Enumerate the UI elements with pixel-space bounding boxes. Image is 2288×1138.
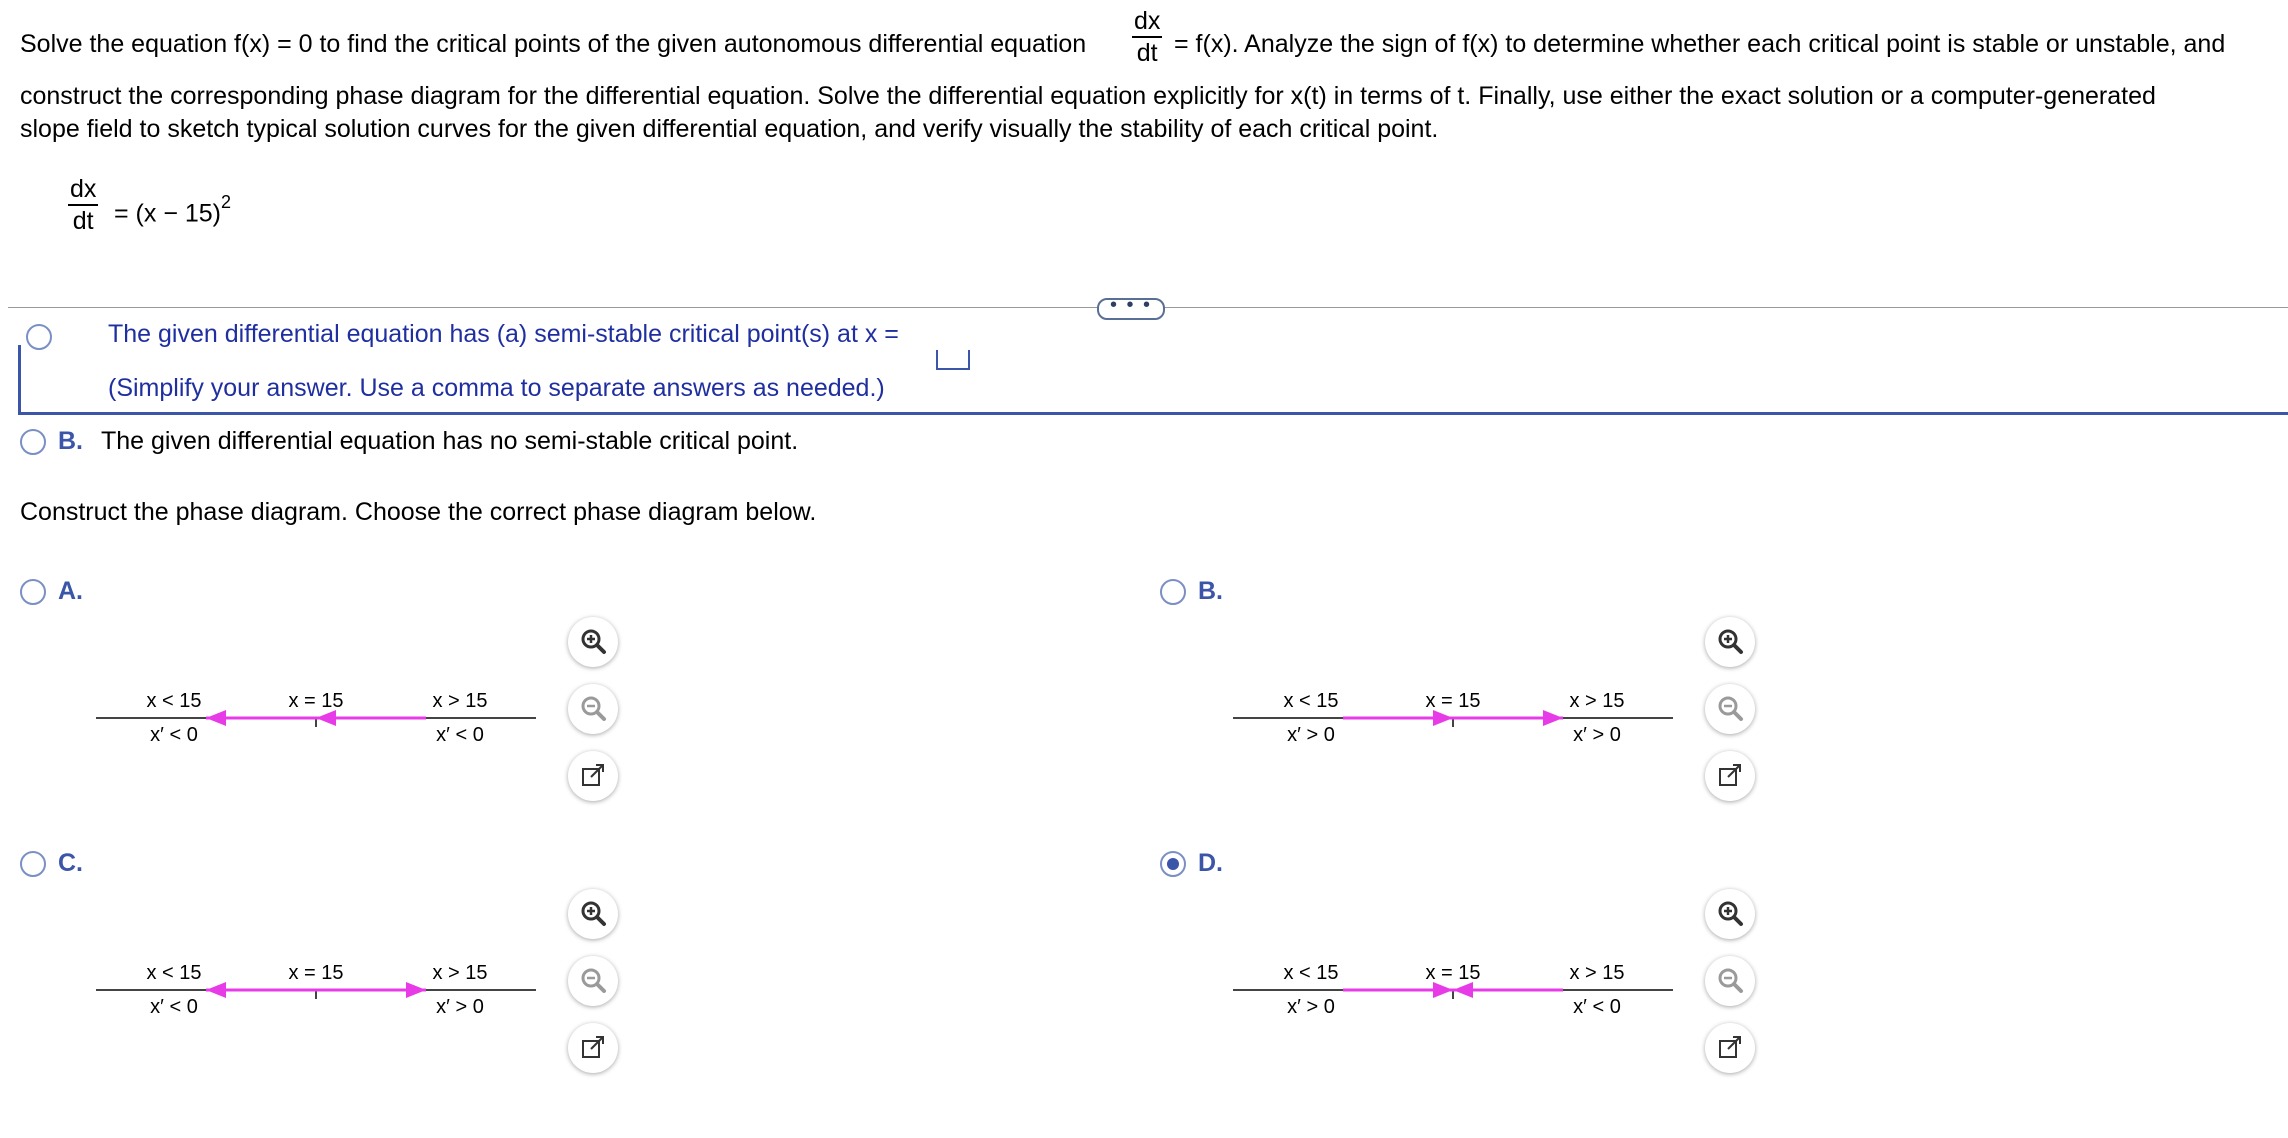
answer-frame-left	[18, 345, 21, 415]
option-a-zoom-in-button[interactable]	[568, 617, 618, 667]
phase-option-c[interactable]	[20, 849, 83, 878]
semistable-option-b-radio[interactable]	[20, 429, 46, 455]
phase-label-left-top: x < 15	[146, 962, 202, 984]
equation-rhs-text: = (x − 15)	[114, 199, 221, 228]
phase-label-right-bot: x′ < 0	[1573, 996, 1621, 1018]
zoom-in-icon	[579, 900, 607, 928]
phase-label-left-bot: x′ < 0	[150, 996, 198, 1018]
zoom-in-icon	[579, 628, 607, 656]
zoom-in-icon	[1716, 628, 1744, 656]
phase-option-c-letter: C.	[58, 849, 83, 877]
phase-label-left-bot: x′ < 0	[150, 724, 198, 746]
phase-diagram-d	[1233, 960, 1693, 1050]
question-line1-pre: Solve the equation f(x) = 0 to find the critical points of the given autonomous differential equation	[20, 30, 1087, 58]
phase-label-right-top: x > 15	[432, 690, 488, 712]
phase-label-mid: x = 15	[1425, 690, 1481, 712]
popout-icon	[579, 1034, 607, 1062]
phase-label-right-top: x > 15	[1569, 690, 1625, 712]
equation-fraction	[68, 174, 98, 236]
phase-option-b[interactable]	[1160, 577, 1223, 606]
answer-hint: (Simplify your answer. Use a comma to separate answers as needed.)	[108, 374, 885, 402]
phase-option-b-letter: B.	[1198, 577, 1223, 605]
phase-option-a[interactable]	[20, 577, 83, 606]
option-a-zoom-out-button[interactable]	[568, 684, 618, 734]
option-a-popout-button[interactable]	[568, 751, 618, 801]
phase-label-right-bot: x′ < 0	[436, 724, 484, 746]
phase-label-right-bot: x′ > 0	[436, 996, 484, 1018]
phase-label-left-top: x < 15	[1283, 962, 1339, 984]
option-d-popout-button[interactable]	[1705, 1023, 1755, 1073]
zoom-out-icon	[1716, 967, 1744, 995]
option-b-popout-button[interactable]	[1705, 751, 1755, 801]
phase-diagram-a	[96, 688, 556, 778]
question-line1-post: = f(x). Analyze the sign of f(x) to determine whether each critical point is stable or unstable, and	[1174, 30, 2226, 58]
phase-label-left-top: x < 15	[146, 690, 202, 712]
phase-option-d[interactable]	[1160, 849, 1223, 878]
phase-option-a-radio[interactable]	[20, 579, 46, 605]
left-arrow-head	[206, 710, 226, 726]
semistable-option-b-letter: B.	[58, 427, 83, 455]
fraction-numerator: dx	[1132, 6, 1162, 38]
semistable-option-b-text: The given differential equation has no semi-stable critical point.	[101, 427, 799, 455]
semistable-cut-line	[108, 320, 899, 356]
phase-label-right-top: x > 15	[1569, 962, 1625, 984]
phase-label-left-top: x < 15	[1283, 690, 1339, 712]
zoom-out-icon	[1716, 695, 1744, 723]
popout-icon	[1716, 762, 1744, 790]
phase-option-c-radio[interactable]	[20, 851, 46, 877]
equation-exponent: 2	[221, 192, 232, 212]
question-line2: construct the corresponding phase diagram for the differential equation. Solve the differential equation explicitly for x(t) in terms of t. Finally, use either the exact solution or a computer-generated	[20, 82, 2156, 110]
question-fraction	[1132, 6, 1162, 68]
left-arrow-head	[206, 982, 226, 998]
phase-diagram-c	[96, 960, 556, 1050]
right-arrow-head	[1543, 710, 1563, 726]
option-d-zoom-out-button[interactable]	[1705, 956, 1755, 1006]
option-b-zoom-in-button[interactable]	[1705, 617, 1755, 667]
question-line3: slope field to sketch typical solution curves for the given differential equation, and verify visually the stability of each critical point.	[20, 115, 1439, 143]
semistable-option-b[interactable]	[20, 427, 798, 456]
answer-input-box[interactable]	[936, 350, 970, 370]
zoom-out-icon	[579, 695, 607, 723]
option-b-zoom-out-button[interactable]	[1705, 684, 1755, 734]
answer-frame-bottom	[18, 412, 2288, 415]
phase-label-left-bot: x′ > 0	[1287, 724, 1335, 746]
equation-numerator: dx	[68, 174, 98, 206]
right-arrow-head	[406, 982, 426, 998]
phase-label-left-bot: x′ > 0	[1287, 996, 1335, 1018]
zoom-in-icon	[1716, 900, 1744, 928]
popout-icon	[1716, 1034, 1744, 1062]
phase-label-right-top: x > 15	[432, 962, 488, 984]
option-c-zoom-in-button[interactable]	[568, 889, 618, 939]
expand-more-button[interactable]: • • •	[1097, 298, 1165, 320]
popout-icon	[579, 762, 607, 790]
phase-option-d-radio[interactable]	[1160, 851, 1186, 877]
phase-prompt: Construct the phase diagram. Choose the correct phase diagram below.	[20, 498, 817, 526]
equation-denominator: dt	[72, 207, 94, 235]
option-d-zoom-in-button[interactable]	[1705, 889, 1755, 939]
phase-label-mid: x = 15	[288, 690, 344, 712]
phase-label-right-bot: x′ > 0	[1573, 724, 1621, 746]
option-a-radio-cut[interactable]	[26, 336, 50, 348]
zoom-out-icon	[579, 967, 607, 995]
option-c-zoom-out-button[interactable]	[568, 956, 618, 1006]
equation-rhs	[114, 192, 232, 228]
phase-option-a-letter: A.	[58, 577, 83, 605]
option-c-popout-button[interactable]	[568, 1023, 618, 1073]
semistable-cut-text: The given differential equation has (a) semi-stable critical point(s) at x =	[108, 320, 899, 348]
fraction-denominator: dt	[1136, 39, 1158, 67]
phase-label-mid: x = 15	[1425, 962, 1481, 984]
phase-option-d-letter: D.	[1198, 849, 1223, 877]
phase-option-b-radio[interactable]	[1160, 579, 1186, 605]
phase-diagram-b	[1233, 688, 1693, 778]
phase-label-mid: x = 15	[288, 962, 344, 984]
